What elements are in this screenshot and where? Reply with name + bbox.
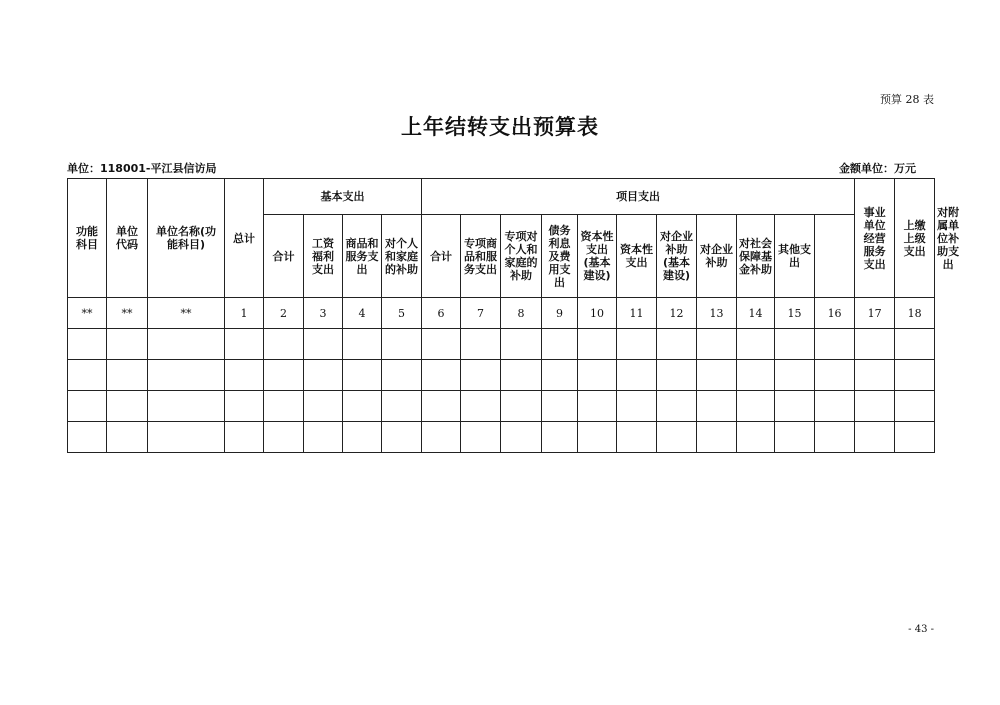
- col-public-institution: 事业单位经营服务支出: [855, 179, 895, 298]
- col-total: 总计: [225, 179, 264, 298]
- amount-unit-label: 金额单位：万元: [839, 162, 916, 175]
- col-salary-welfare: 工资福利支出: [304, 215, 343, 298]
- page-title: 上年结转支出预算表: [401, 114, 599, 139]
- empty-row: [68, 391, 935, 422]
- col-func-subject: 功能科目: [68, 179, 107, 298]
- empty-row: [68, 422, 935, 453]
- index-cell: 7: [461, 298, 501, 329]
- index-cell: 12: [657, 298, 697, 329]
- empty-row: [68, 329, 935, 360]
- form-number: 预算 28 表: [880, 93, 934, 106]
- index-cell: **: [107, 298, 148, 329]
- col-project-total: 合计: [422, 215, 461, 298]
- empty-row: [68, 360, 935, 391]
- index-cell: 3: [304, 298, 343, 329]
- group-project-expenditure: 项目支出: [422, 179, 855, 215]
- group-basic-expenditure: 基本支出: [264, 179, 422, 215]
- unit-label: 单位：118001-平江县信访局: [67, 162, 217, 175]
- index-cell: 1: [225, 298, 264, 329]
- index-row: [68, 298, 935, 329]
- index-cell: 17: [855, 298, 895, 329]
- index-cell: 6: [422, 298, 461, 329]
- col-enterprise-subsidy: 对企业补助: [697, 215, 737, 298]
- budget-table: [67, 178, 960, 453]
- col-unit-code: 单位代码: [107, 179, 148, 298]
- header-row-groups: 功能科目 单位代码 单位名称(功能科目) 总计 基本支出 项目支出 事业单位经营服务支出 上缴上级支出 对附属单位补助支出: [68, 179, 935, 215]
- col-social-security-fund: 对社会保障基金补助: [737, 215, 775, 298]
- index-cell: 9: [542, 298, 578, 329]
- index-cell: **: [148, 298, 225, 329]
- index-cell: 14: [737, 298, 775, 329]
- index-cell: **: [68, 298, 107, 329]
- index-cell: 8: [501, 298, 542, 329]
- index-cell: 18: [895, 298, 935, 329]
- col-superior-payment: 上缴上级支出: [895, 179, 935, 298]
- col-personal-family-subsidy: 对个人和家庭的补助: [382, 215, 422, 298]
- col-goods-services: 商品和服务支出: [343, 215, 382, 298]
- col-capital-construction: 资本性支出(基本建设): [578, 215, 617, 298]
- col-debt-interest: 债务利息及费用支出: [542, 215, 578, 298]
- col-enterprise-subsidy-construction: 对企业补助(基本建设): [657, 215, 697, 298]
- col-special-goods-services: 专项商品和服务支出: [461, 215, 501, 298]
- index-cell: 10: [578, 298, 617, 329]
- col-capital: 资本性支出: [617, 215, 657, 298]
- index-cell: 4: [343, 298, 382, 329]
- index-cell: 13: [697, 298, 737, 329]
- index-cell: 16: [815, 298, 855, 329]
- index-cell: 11: [617, 298, 657, 329]
- index-cell: 2: [264, 298, 304, 329]
- col-special-personal-family: 专项对个人和家庭的补助: [501, 215, 542, 298]
- index-cell: 15: [775, 298, 815, 329]
- col-other: 其他支出: [775, 215, 815, 298]
- col-unit-name: 单位名称(功能科目): [148, 179, 225, 298]
- index-cell: 5: [382, 298, 422, 329]
- col-basic-total: 合计: [264, 215, 304, 298]
- page-number: - 43 -: [908, 624, 934, 635]
